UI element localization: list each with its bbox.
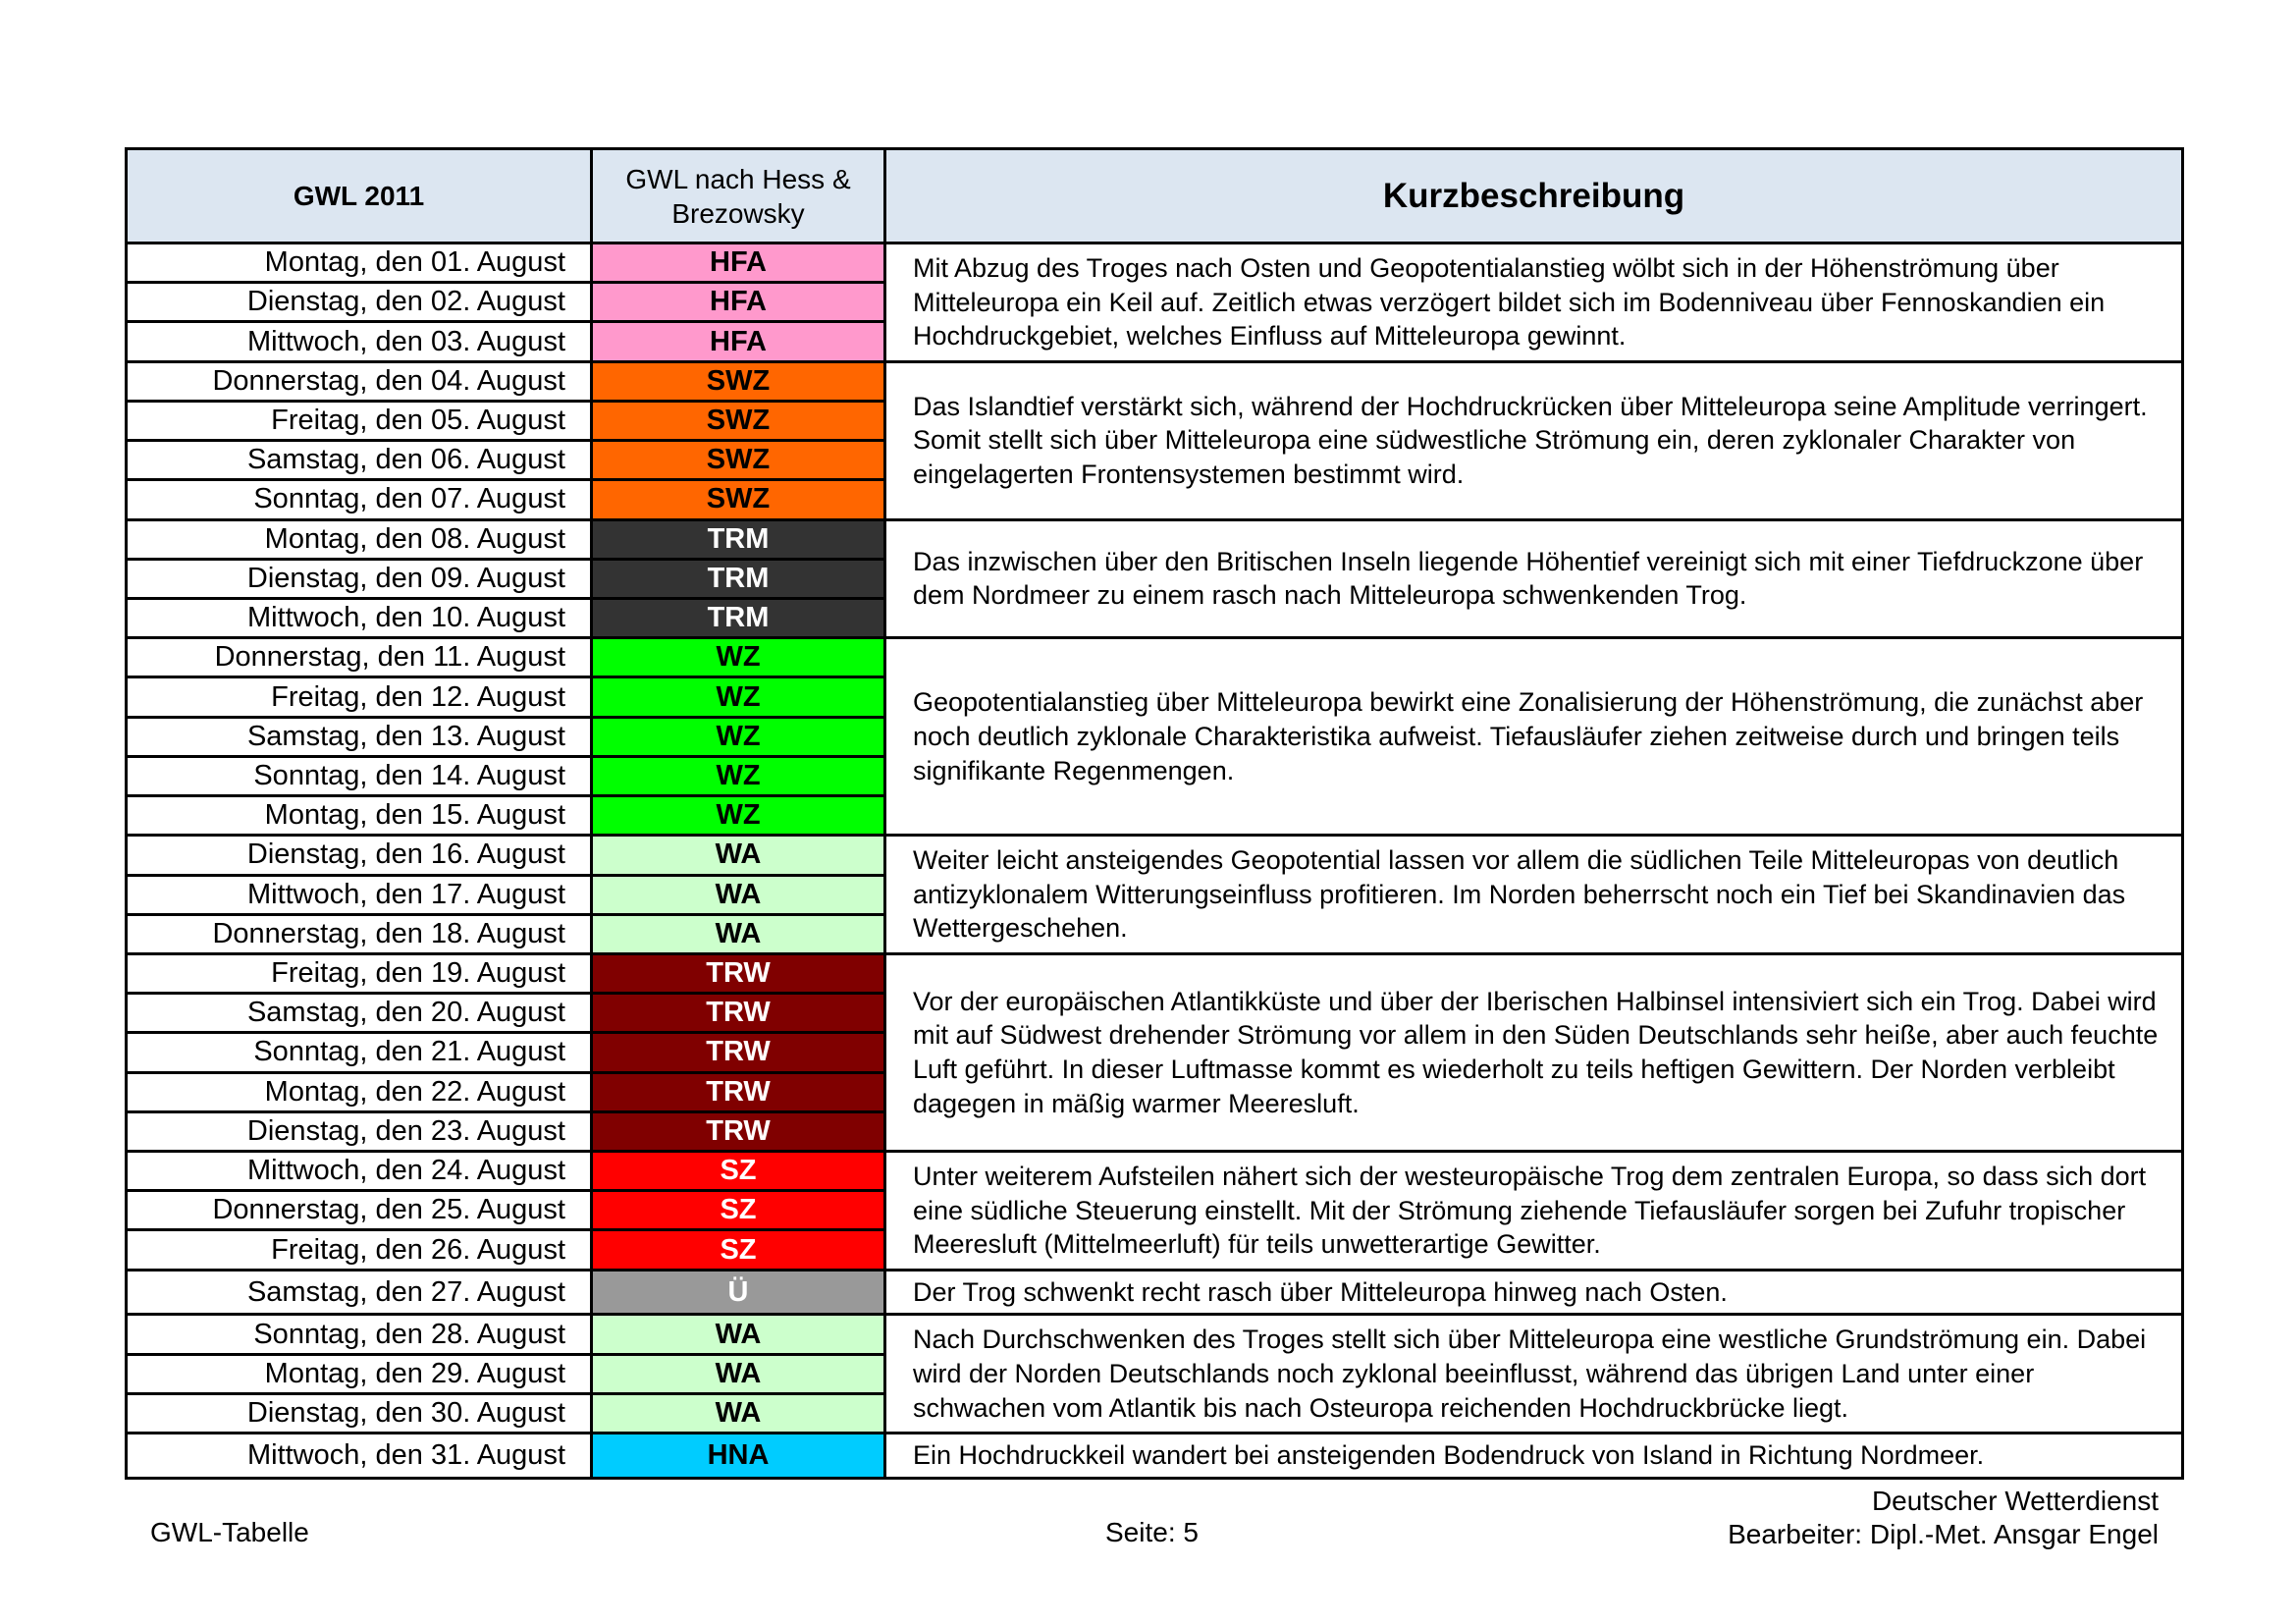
description-cell: Der Trog schwenkt recht rasch über Mitteleuropa hinweg nach Osten. (885, 1270, 2183, 1315)
description-cell: Geopotentialanstieg über Mitteleuropa bewirkt eine Zonalisierung der Höhenströmung, die zunächst aber noch deutlich zyklonale Charakteristika aufweist. Tiefausläufer ziehen zeitweise durch und bringen teils signifikante Regenmengen. (885, 638, 2183, 836)
description-cell: Das inzwischen über den Britischen Inseln liegende Höhentief vereinigt sich mit einer Tiefdruckzone über dem Nordmeer zu einem rasch nach Mitteleuropa schwenkenden Trog. (885, 519, 2183, 638)
description-cell: Unter weiterem Aufsteilen nähert sich der westeuropäische Trog dem zentralen Europa, so dass sich dort eine südliche Steuerung einstellt. Mit der Strömung ziehende Tiefausläufer sorgen bei Zufuhr tropischer Meeresluft (Mittelmeerluft) für teils unwetterartige Gewitter. (885, 1152, 2183, 1271)
table-row (127, 836, 2183, 875)
date-cell: Dienstag, den 30. August (127, 1393, 592, 1433)
date-cell: Samstag, den 13. August (127, 717, 592, 756)
header-gwl-year: GWL 2011 (127, 149, 592, 243)
date-cell: Donnerstag, den 25. August (127, 1191, 592, 1230)
date-cell: Dienstag, den 23. August (127, 1111, 592, 1151)
gwl-code-cell: HFA (592, 283, 885, 322)
date-cell: Montag, den 15. August (127, 796, 592, 836)
date-cell: Montag, den 22. August (127, 1072, 592, 1111)
date-cell: Mittwoch, den 31. August (127, 1434, 592, 1479)
date-cell: Samstag, den 20. August (127, 994, 592, 1033)
footer-organisation: Deutscher Wetterdienst (1871, 1486, 2159, 1516)
gwl-code-cell: TRW (592, 994, 885, 1033)
table-row (127, 1434, 2183, 1479)
header-row (127, 149, 2183, 243)
table-row (127, 361, 2183, 401)
header-gwl-hess-brezowsky: GWL nach Hess & Brezowsky (592, 149, 885, 243)
table-row (127, 1270, 2183, 1315)
gwl-code-cell: WA (592, 875, 885, 914)
table-row (127, 1315, 2183, 1354)
gwl-code-cell: SZ (592, 1230, 885, 1270)
gwl-code-cell: TRW (592, 1111, 885, 1151)
gwl-code-cell: TRW (592, 1033, 885, 1072)
description-cell: Weiter leicht ansteigendes Geopotential lassen vor allem die südlichen Teile Mitteleuropas von deutlich antizyklonalem Witterungseinfluss profitieren. Im Norden beherrscht noch ein Tief bei Skandinavien das Wettergeschehen. (885, 836, 2183, 954)
gwl-code-cell: WA (592, 914, 885, 953)
date-cell: Samstag, den 06. August (127, 441, 592, 480)
date-cell: Donnerstag, den 04. August (127, 361, 592, 401)
gwl-code-cell: WZ (592, 756, 885, 795)
date-cell: Freitag, den 12. August (127, 677, 592, 717)
table-row (127, 953, 2183, 993)
date-cell: Freitag, den 26. August (127, 1230, 592, 1270)
gwl-code-cell: TRM (592, 559, 885, 598)
date-cell: Mittwoch, den 24. August (127, 1152, 592, 1191)
footer-doc-title: GWL-Tabelle (150, 1517, 309, 1547)
date-cell: Donnerstag, den 11. August (127, 638, 592, 677)
date-cell: Mittwoch, den 10. August (127, 598, 592, 637)
date-cell: Montag, den 08. August (127, 519, 592, 559)
gwl-code-cell: HFA (592, 322, 885, 361)
date-cell: Samstag, den 27. August (127, 1270, 592, 1315)
description-cell: Ein Hochdruckkeil wandert bei ansteigenden Bodendruck von Island in Richtung Nordmeer. (885, 1434, 2183, 1479)
gwl-code-cell: WZ (592, 717, 885, 756)
date-cell: Mittwoch, den 17. August (127, 875, 592, 914)
date-cell: Montag, den 29. August (127, 1354, 592, 1393)
table-row (127, 1152, 2183, 1191)
description-cell: Vor der europäischen Atlantikküste und über der Iberischen Halbinsel intensiviert sich ein Trog. Dabei wird mit auf Südwest drehender Strömung vor allem in den Süden Deutschlands sehr heiße, aber auch feuchte Luft geführt. In dieser Luftmasse kommt es wiederholt zu teils heftigen Gewittern. Der Norden verbleibt dagegen in mäßig warmer Meeresluft. (885, 953, 2183, 1151)
gwl-code-cell: TRW (592, 1072, 885, 1111)
date-cell: Mittwoch, den 03. August (127, 322, 592, 361)
gwl-code-cell: WA (592, 1354, 885, 1393)
gwl-code-cell: HNA (592, 1434, 885, 1479)
footer-credits (1728, 1485, 2159, 1551)
footer-page-number: Seite: 5 (1105, 1517, 1199, 1547)
footer-author: Bearbeiter: Dipl.-Met. Ansgar Engel (1728, 1519, 2159, 1550)
gwl-code-cell: HFA (592, 243, 885, 283)
gwl-code-cell: SWZ (592, 401, 885, 440)
description-cell: Das Islandtief verstärkt sich, während der Hochdruckrücken über Mitteleuropa seine Amplitude verringert. Somit stellt sich über Mitteleuropa eine südwestliche Strömung ein, deren zyklonaler Charakter von eingelagerten Frontensystemen bestimmt wird. (885, 361, 2183, 519)
gwl-code-cell: TRM (592, 598, 885, 637)
gwl-table (125, 147, 2184, 1480)
description-cell: Nach Durchschwenken des Troges stellt sich über Mitteleuropa eine westliche Grundströmung ein. Dabei wird der Norden Deutschlands noch zyklonal beeinflusst, während das übrigen Land unter einer schwachen vom Atlantik bis nach Osteuropa reichenden Hochdruckbrücke liegt. (885, 1315, 2183, 1434)
table-body (127, 243, 2183, 1479)
gwl-code-cell: SWZ (592, 361, 885, 401)
date-cell: Dienstag, den 16. August (127, 836, 592, 875)
date-cell: Freitag, den 19. August (127, 953, 592, 993)
gwl-code-cell: WZ (592, 796, 885, 836)
date-cell: Sonntag, den 28. August (127, 1315, 592, 1354)
description-cell: Mit Abzug des Troges nach Osten und Geopotentialanstieg wölbt sich in der Höhenströmung über Mitteleuropa ein Keil auf. Zeitlich etwas verzögert bildet sich im Bodenniveau über Fennoskandien ein Hochdruckgebiet, welches Einfluss auf Mitteleuropa gewinnt. (885, 243, 2183, 362)
date-cell: Sonntag, den 07. August (127, 480, 592, 519)
date-cell: Montag, den 01. August (127, 243, 592, 283)
gwl-code-cell: SWZ (592, 441, 885, 480)
table-row (127, 243, 2183, 283)
gwl-code-cell: TRM (592, 519, 885, 559)
date-cell: Dienstag, den 02. August (127, 283, 592, 322)
gwl-code-cell: WZ (592, 677, 885, 717)
date-cell: Sonntag, den 21. August (127, 1033, 592, 1072)
gwl-code-cell: WA (592, 836, 885, 875)
gwl-code-cell: WZ (592, 638, 885, 677)
gwl-code-cell: SZ (592, 1191, 885, 1230)
gwl-code-cell: WA (592, 1393, 885, 1433)
table-row (127, 519, 2183, 559)
gwl-code-cell: SZ (592, 1152, 885, 1191)
date-cell: Sonntag, den 14. August (127, 756, 592, 795)
table-row (127, 638, 2183, 677)
date-cell: Dienstag, den 09. August (127, 559, 592, 598)
header-kurzbeschreibung: Kurzbeschreibung (885, 149, 2183, 243)
gwl-code-cell: TRW (592, 953, 885, 993)
gwl-code-cell: SWZ (592, 480, 885, 519)
gwl-code-cell: Ü (592, 1270, 885, 1315)
date-cell: Donnerstag, den 18. August (127, 914, 592, 953)
gwl-code-cell: WA (592, 1315, 885, 1354)
date-cell: Freitag, den 05. August (127, 401, 592, 440)
